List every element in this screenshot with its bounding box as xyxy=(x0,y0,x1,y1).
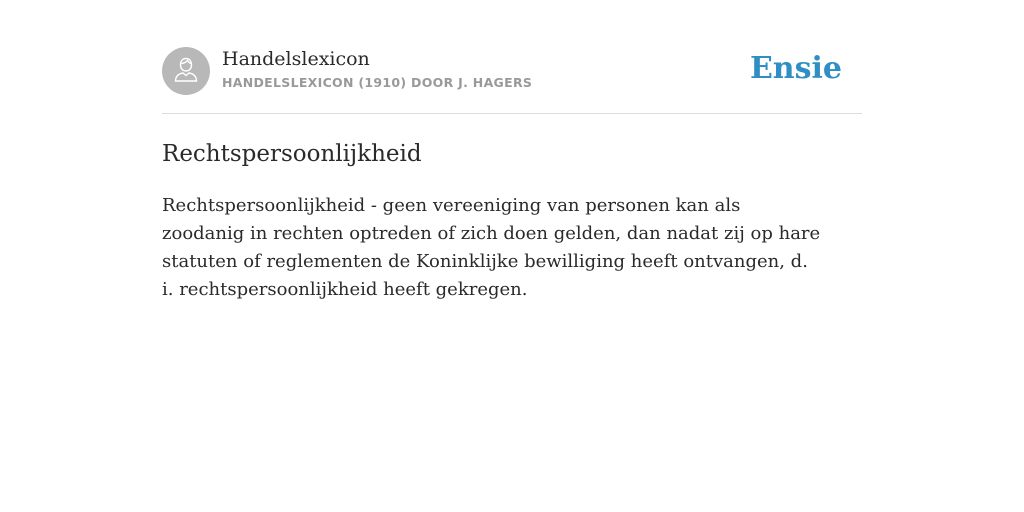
source-header xyxy=(162,47,862,114)
brand-logo[interactable]: Ensie xyxy=(749,51,842,86)
source-title[interactable]: Handelslexicon xyxy=(222,48,370,70)
source-subtitle: HANDELSLEXICON (1910) DOOR J. HAGERS xyxy=(222,75,533,90)
entry-title: Rechtspersoonlijkheid xyxy=(162,141,422,167)
page xyxy=(162,0,862,304)
user-icon xyxy=(171,54,201,89)
entry-body: Rechtspersoonlijkheid - geen vereeniging van personen kan als zoodanig in rechten optreden of zich doen gelden, dan nadat zij op hare statuten of reglementen de Koninklijke bewilliging heeft ontvangen, d. i. rechtspersoonlijkheid heeft gekregen. xyxy=(162,195,821,300)
avatar[interactable] xyxy=(162,47,210,95)
